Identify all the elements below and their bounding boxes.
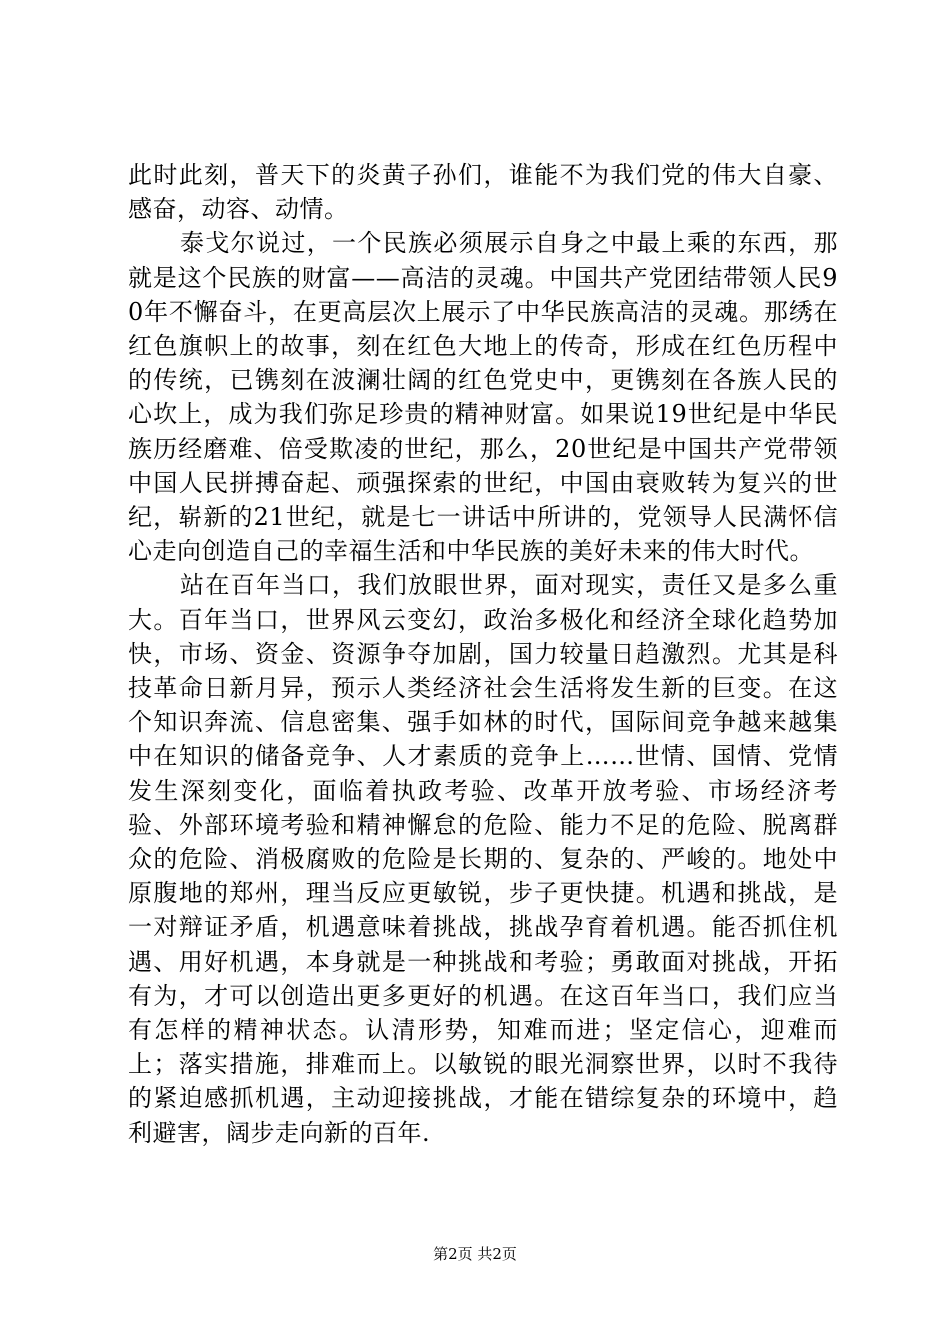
page-footer: [0, 1244, 950, 1264]
paragraph-2: 泰戈尔说过，一个民族必须展示自身之中最上乘的东西，那就是这个民族的财富——高洁的灵魂。中国共产党团结带领人民90年不懈奋斗，在更高层次上展示了中华民族高洁的灵魂。那绣在红色旗帜上的故事，刻在红色大地上的传奇，形成在红色历程中的传统，已镌刻在波澜壮阔的红色党史中，更镌刻在各族人民的心坎上，成为我们弥足珍贵的精神财富。如果说19世纪是中华民族历经磨难、倍受欺凌的世纪，那么，20世纪是中国共产党带领中国人民拼搏奋起、顽强探索的世纪，中国由衰败转为复兴的世纪，崭新的21世纪，就是七一讲话中所讲的，党领导人民满怀信心走向创造自己的幸福生活和中华民族的美好未来的伟大时代。: [128, 229, 838, 566]
paragraph-3: 站在百年当口，我们放眼世界，面对现实，责任又是多么重大。百年当口，世界风云变幻，政治多极化和经济全球化趋势加快，市场、资金、资源争夺加剧，国力较量日趋激烈。尤其是科技革命日新月异，预示人类经济社会生活将发生新的巨变。在这个知识奔流、信息密集、强手如林的时代，国际间竞争越来越集中在知识的储备竞争、人才素质的竞争上……世情、国情、党情发生深刻变化，面临着执政考验、改革开放考验、市场经济考验、外部环境考验和精神懈怠的危险、能力不足的危险、脱离群众的危险、消极腐败的危险是长期的、复杂的、严峻的。地处中原腹地的郑州，理当反应更敏锐，步子更快捷。机遇和挑战，是一对辩证矛盾，机遇意味着挑战，挑战孕育着机遇。能否抓住机遇、用好机遇，本身就是一种挑战和考验；勇敢面对挑战，开拓有为，才可以创造出更多更好的机遇。在这百年当口，我们应当有怎样的精神状态。认清形势，知难而进；坚定信心，迎难而上；落实措施，排难而上。以敏锐的眼光洞察世界，以时不我待的紧迫感抓机遇，主动迎接挑战，才能在错综复杂的环境中，趋利避害，阔步走向新的百年.: [128, 571, 838, 1147]
document-body: [128, 158, 838, 1150]
paragraph-1: 此时此刻，普天下的炎黄子孙们，谁能不为我们党的伟大自豪、感奋，动容、动情。: [128, 161, 838, 224]
page-number-label: 第2页 共2页: [433, 1245, 517, 1263]
